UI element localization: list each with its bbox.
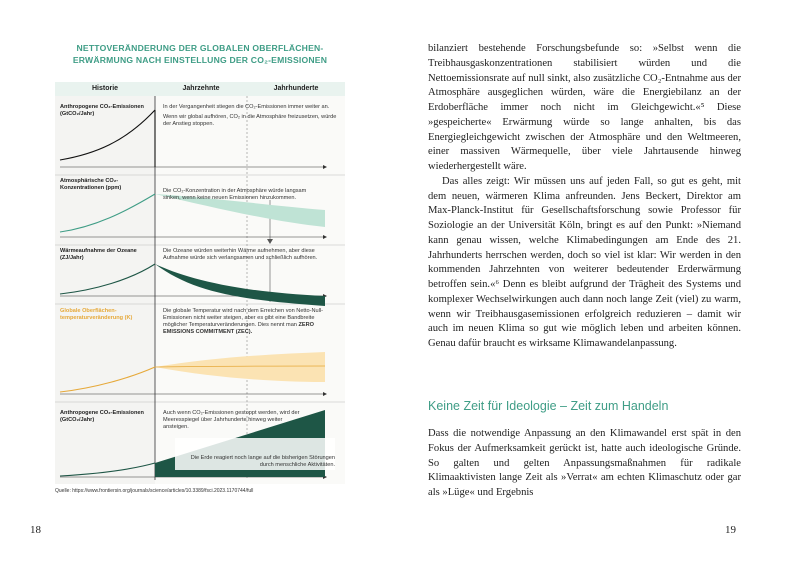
body-text-bottom xyxy=(428,427,741,501)
paragraph-3: Dass die notwendige Anpassung an den Klimawandel erst spät in den Fokus der Aufmerksamkeit gerückt ist, hatte auch ideologische Gründe. So galten und gelten Anpassungsmaßnahmen für radikale Klimaaktivisten lange Zeit als »Verrat« am echten Klimaschutz oder gar als »Lüge« und Ergebnis xyxy=(428,428,741,498)
column-header-historie: Historie xyxy=(91,85,119,92)
row-text-emissions xyxy=(163,104,341,131)
column-header-jahrzehnte: Jahrzehnte xyxy=(182,85,220,92)
row-text-ocean-heat xyxy=(163,248,323,265)
row-text-main: Die globale Temperatur wird nach dem Erreichen von Netto-Null-Emissionen nicht weiter steigen, aber es gibt eine Bandbreite möglicher Temperaturveränderungen. Dies nennt man xyxy=(163,308,324,328)
row-label-temperature: Globale Oberflächen-temperaturveränderung (K) xyxy=(60,308,133,321)
right-page xyxy=(400,0,800,579)
page-number-right: 19 xyxy=(725,524,736,536)
row-label-concentration: Atmosphärische CO₂-Konzentrationen (ppm) xyxy=(60,178,122,191)
row-text-sea-level-1 xyxy=(163,410,303,434)
figure-source: Quelle: https://www.frontiersin.org/journals/science/articles/10.3389/fsci.2023.1170744/full xyxy=(55,488,254,494)
row-text: In der Vergangenheit stiegen die CO₂-Emissionen immer weiter an. xyxy=(163,104,330,110)
figure-title: NETTOVERÄNDERUNG DER GLOBALEN OBERFLÄCHEN-ERWÄRMUNG NACH EINSTELLUNG DER CO₂-EMISSIONEN xyxy=(72,43,328,65)
figure xyxy=(55,82,345,484)
zec-term: ZERO EMISSIONS COMMITMENT (ZEC). xyxy=(163,322,315,335)
row-text-sea-level-2 xyxy=(180,455,335,472)
row-text: Auch wenn CO₂-Emissionen gestoppt werden, wird der Meeresspiegel über Jahrhunderte hinweg weiter ansteigen. xyxy=(163,410,300,430)
column-header-jahrhunderte: Jahrhunderte xyxy=(273,85,319,92)
row-text xyxy=(163,308,338,336)
row-text: Die CO₂-Konzentration in der Atmosphäre würde langsam sinken, wenn keine neuen Emissionen hinzukommen. xyxy=(163,188,307,201)
section-heading: Keine Zeit für Ideologie – Zeit zum Handeln xyxy=(428,399,669,413)
paragraph-2: Das alles zeigt: Wir müssen uns auf jeden Fall, so gut es geht, mit dem neuen, wärmeren Klima anfreunden. Jens Beckert, Direktor am Max-Planck-Institut für Gesellschaftsforschung sowie Professor für Soziologie an der Universität Köln, bringt es auf den Punkt: »Niemand kann genau wissen, welche Klimabedingungen am Ende des 21. Jahrhunderts herrschen werden, doch so viel ist klar: Wir werden in den kommenden Jahrzehnten von weiterer bedeutender Erderwärmung betroffen sein.«⁶ Denn es bleibt aufgrund der Trägheit des Systems und komplexer Wechselwirkungen auch dann noch lange Zeit (viel) zu warm, wenn wir Treibhausgasemissionen erfolgreich reduzieren – damit wir auch im neuen Klima so gut wie möglich leben und arbeiten können. Genau dafür braucht es wirksame Klimawandelanpassung. xyxy=(428,175,741,349)
row-text-concentration xyxy=(163,188,313,205)
row-text: Die Erde reagiert noch lange auf die bisherigen Störungen durch menschliche Aktivitäten. xyxy=(190,455,335,468)
row-text: Die Ozeane würden weiterhin Wärme aufnehmen, aber diese Aufnahme würde sich verlangsamen und schließlich aufhören. xyxy=(163,248,318,261)
row-label-emissions: Anthropogene CO₂-Emissionen (GtCO₂/Jahr) xyxy=(60,104,144,117)
row-text-temperature xyxy=(163,308,338,339)
body-text-top xyxy=(428,42,741,352)
paragraph-1: bilanziert bestehende Forschungsbefunde so: »Selbst wenn die Treibhausgaskonzentrationen stabilisiert würden und die Nettoemissionsrate auf null sinkt, also zusätzliche CO₂-Entnahme aus der Atmosphäre ausgeglichen würden, wäre die Energiebilanz an der Erdoberfläche immer noch nicht im Gleichgewicht.«⁵ Diese »gespeicherte« Erwärmung würde so lange anhalten, bis das Energiegleichgewicht zwischen der Atmosphäre und den Weltmeeren, einer massiven Wärmequelle, über viele Jahrtausende hinweg wiederhergestellt wäre. xyxy=(428,43,741,172)
page-number-left: 18 xyxy=(30,524,41,536)
row-label-ocean-heat: Wärmeaufnahme der Ozeane (ZJ/Jahr) xyxy=(60,248,137,261)
row-label-sea-level: Anthropogene CO₂-Emissionen (GtCO₂/Jahr) xyxy=(60,410,144,423)
row-text: Wenn wir global aufhören, CO₂ in die Atmosphäre freizusetzen, würde der Anstieg stoppen. xyxy=(163,114,337,127)
